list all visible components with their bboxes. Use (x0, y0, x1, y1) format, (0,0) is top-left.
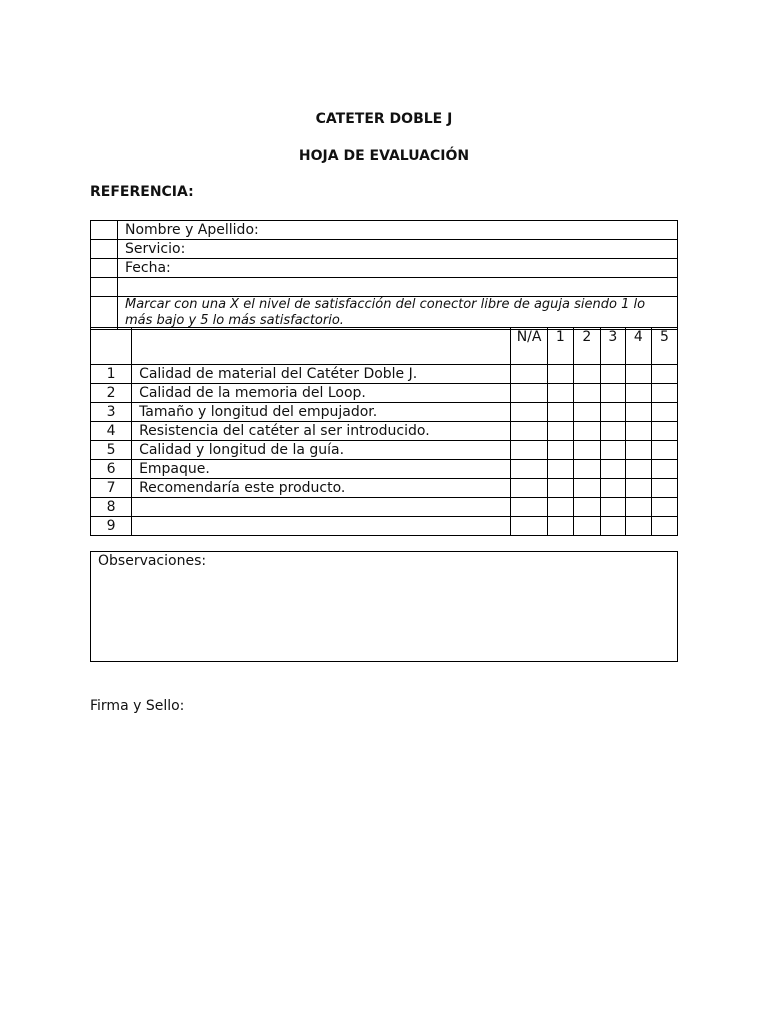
rating-cell-5[interactable] (651, 517, 677, 536)
rating-cell-1[interactable] (547, 460, 573, 479)
rating-cell-na[interactable] (510, 479, 547, 498)
rating-cell-1[interactable] (547, 384, 573, 403)
name-label: Nombre y Apellido: (125, 221, 259, 238)
rating-cell-5[interactable] (651, 441, 677, 460)
table-row (91, 517, 678, 536)
column-header-4: 4 (625, 328, 651, 365)
rating-cell-3[interactable] (600, 517, 625, 536)
rating-cell-na[interactable] (510, 460, 547, 479)
column-header-5: 5 (651, 328, 677, 365)
table-row (91, 479, 678, 498)
rating-cell-na[interactable] (510, 365, 547, 384)
info-cell-empty (91, 278, 118, 297)
rating-cell-1[interactable] (547, 517, 573, 536)
rating-cell-3[interactable] (600, 384, 625, 403)
row-number: 2 (91, 384, 132, 403)
header-criterion-cell (132, 328, 511, 365)
rating-cell-na[interactable] (510, 517, 547, 536)
rating-cell-2[interactable] (573, 441, 600, 460)
rating-cell-na[interactable] (510, 403, 547, 422)
table-row (91, 365, 678, 384)
table-row (91, 498, 678, 517)
row-criterion: Calidad de la memoria del Loop. (132, 384, 511, 403)
info-cell-empty (91, 297, 118, 330)
rating-cell-1[interactable] (547, 365, 573, 384)
blank-field[interactable] (118, 278, 678, 297)
observations-label: Observaciones: (98, 553, 207, 569)
rating-cell-1[interactable] (547, 403, 573, 422)
rating-cell-5[interactable] (651, 422, 677, 441)
info-cell-empty (91, 240, 118, 259)
rating-cell-na[interactable] (510, 384, 547, 403)
rating-cell-4[interactable] (625, 479, 651, 498)
info-cell-empty (91, 221, 118, 240)
row-number: 1 (91, 365, 132, 384)
column-header-2: 2 (573, 328, 600, 365)
reference-label: REFERENCIA: (90, 184, 194, 200)
rating-cell-5[interactable] (651, 460, 677, 479)
row-number: 8 (91, 498, 132, 517)
rating-cell-3[interactable] (600, 422, 625, 441)
row-criterion: Recomendaría este producto. (132, 479, 511, 498)
signature-label: Firma y Sello: (90, 698, 185, 714)
rating-cell-4[interactable] (625, 403, 651, 422)
rating-cell-5[interactable] (651, 384, 677, 403)
rating-cell-1[interactable] (547, 498, 573, 517)
rating-cell-3[interactable] (600, 498, 625, 517)
rating-cell-5[interactable] (651, 479, 677, 498)
rating-cell-5[interactable] (651, 365, 677, 384)
info-table (90, 220, 678, 330)
table-row (91, 384, 678, 403)
date-label: Fecha: (125, 259, 171, 276)
rating-cell-2[interactable] (573, 384, 600, 403)
row-number: 5 (91, 441, 132, 460)
evaluation-header-row (91, 328, 678, 365)
document-subtitle: HOJA DE EVALUACIÓN (298, 148, 470, 164)
service-field[interactable] (118, 240, 678, 259)
rating-cell-4[interactable] (625, 517, 651, 536)
info-cell-empty (91, 259, 118, 278)
rating-cell-2[interactable] (573, 479, 600, 498)
row-number: 4 (91, 422, 132, 441)
table-row (91, 422, 678, 441)
name-field[interactable] (118, 221, 678, 240)
row-criterion: Calidad y longitud de la guía. (132, 441, 511, 460)
rating-cell-3[interactable] (600, 441, 625, 460)
row-criterion: Empaque. (132, 460, 511, 479)
service-label: Servicio: (125, 240, 186, 257)
rating-cell-5[interactable] (651, 403, 677, 422)
row-criterion (132, 498, 511, 517)
rating-cell-3[interactable] (600, 365, 625, 384)
rating-cell-3[interactable] (600, 460, 625, 479)
column-header-na: N/A (510, 328, 547, 365)
rating-cell-3[interactable] (600, 403, 625, 422)
instruction-text: Marcar con una X el nivel de satisfacción del conector libre de aguja siendo 1 lo más bajo y 5 lo más satisfactorio. (118, 297, 678, 330)
evaluation-table (90, 327, 678, 536)
rating-cell-1[interactable] (547, 479, 573, 498)
row-number: 3 (91, 403, 132, 422)
date-field[interactable] (118, 259, 678, 278)
rating-cell-2[interactable] (573, 403, 600, 422)
rating-cell-2[interactable] (573, 498, 600, 517)
row-number: 7 (91, 479, 132, 498)
row-criterion: Tamaño y longitud del empujador. (132, 403, 511, 422)
observations-box[interactable] (90, 551, 678, 662)
rating-cell-4[interactable] (625, 441, 651, 460)
rating-cell-1[interactable] (547, 422, 573, 441)
rating-cell-4[interactable] (625, 460, 651, 479)
table-row (91, 441, 678, 460)
rating-cell-2[interactable] (573, 422, 600, 441)
rating-cell-2[interactable] (573, 460, 600, 479)
row-criterion (132, 517, 511, 536)
table-row (91, 403, 678, 422)
rating-cell-na[interactable] (510, 422, 547, 441)
row-number: 9 (91, 517, 132, 536)
row-criterion: Calidad de material del Catéter Doble J. (132, 365, 511, 384)
rating-cell-2[interactable] (573, 365, 600, 384)
rating-cell-4[interactable] (625, 365, 651, 384)
rating-cell-4[interactable] (625, 384, 651, 403)
rating-cell-na[interactable] (510, 498, 547, 517)
column-header-1: 1 (547, 328, 573, 365)
header-num-cell (91, 328, 132, 365)
rating-cell-4[interactable] (625, 498, 651, 517)
rating-cell-5[interactable] (651, 498, 677, 517)
rating-cell-3[interactable] (600, 479, 625, 498)
row-number: 6 (91, 460, 132, 479)
rating-cell-na[interactable] (510, 441, 547, 460)
rating-cell-2[interactable] (573, 517, 600, 536)
document-title: CATETER DOBLE J (315, 111, 453, 127)
row-criterion: Resistencia del catéter al ser introducido. (132, 422, 511, 441)
table-row (91, 460, 678, 479)
column-header-3: 3 (600, 328, 625, 365)
rating-cell-4[interactable] (625, 422, 651, 441)
rating-cell-1[interactable] (547, 441, 573, 460)
